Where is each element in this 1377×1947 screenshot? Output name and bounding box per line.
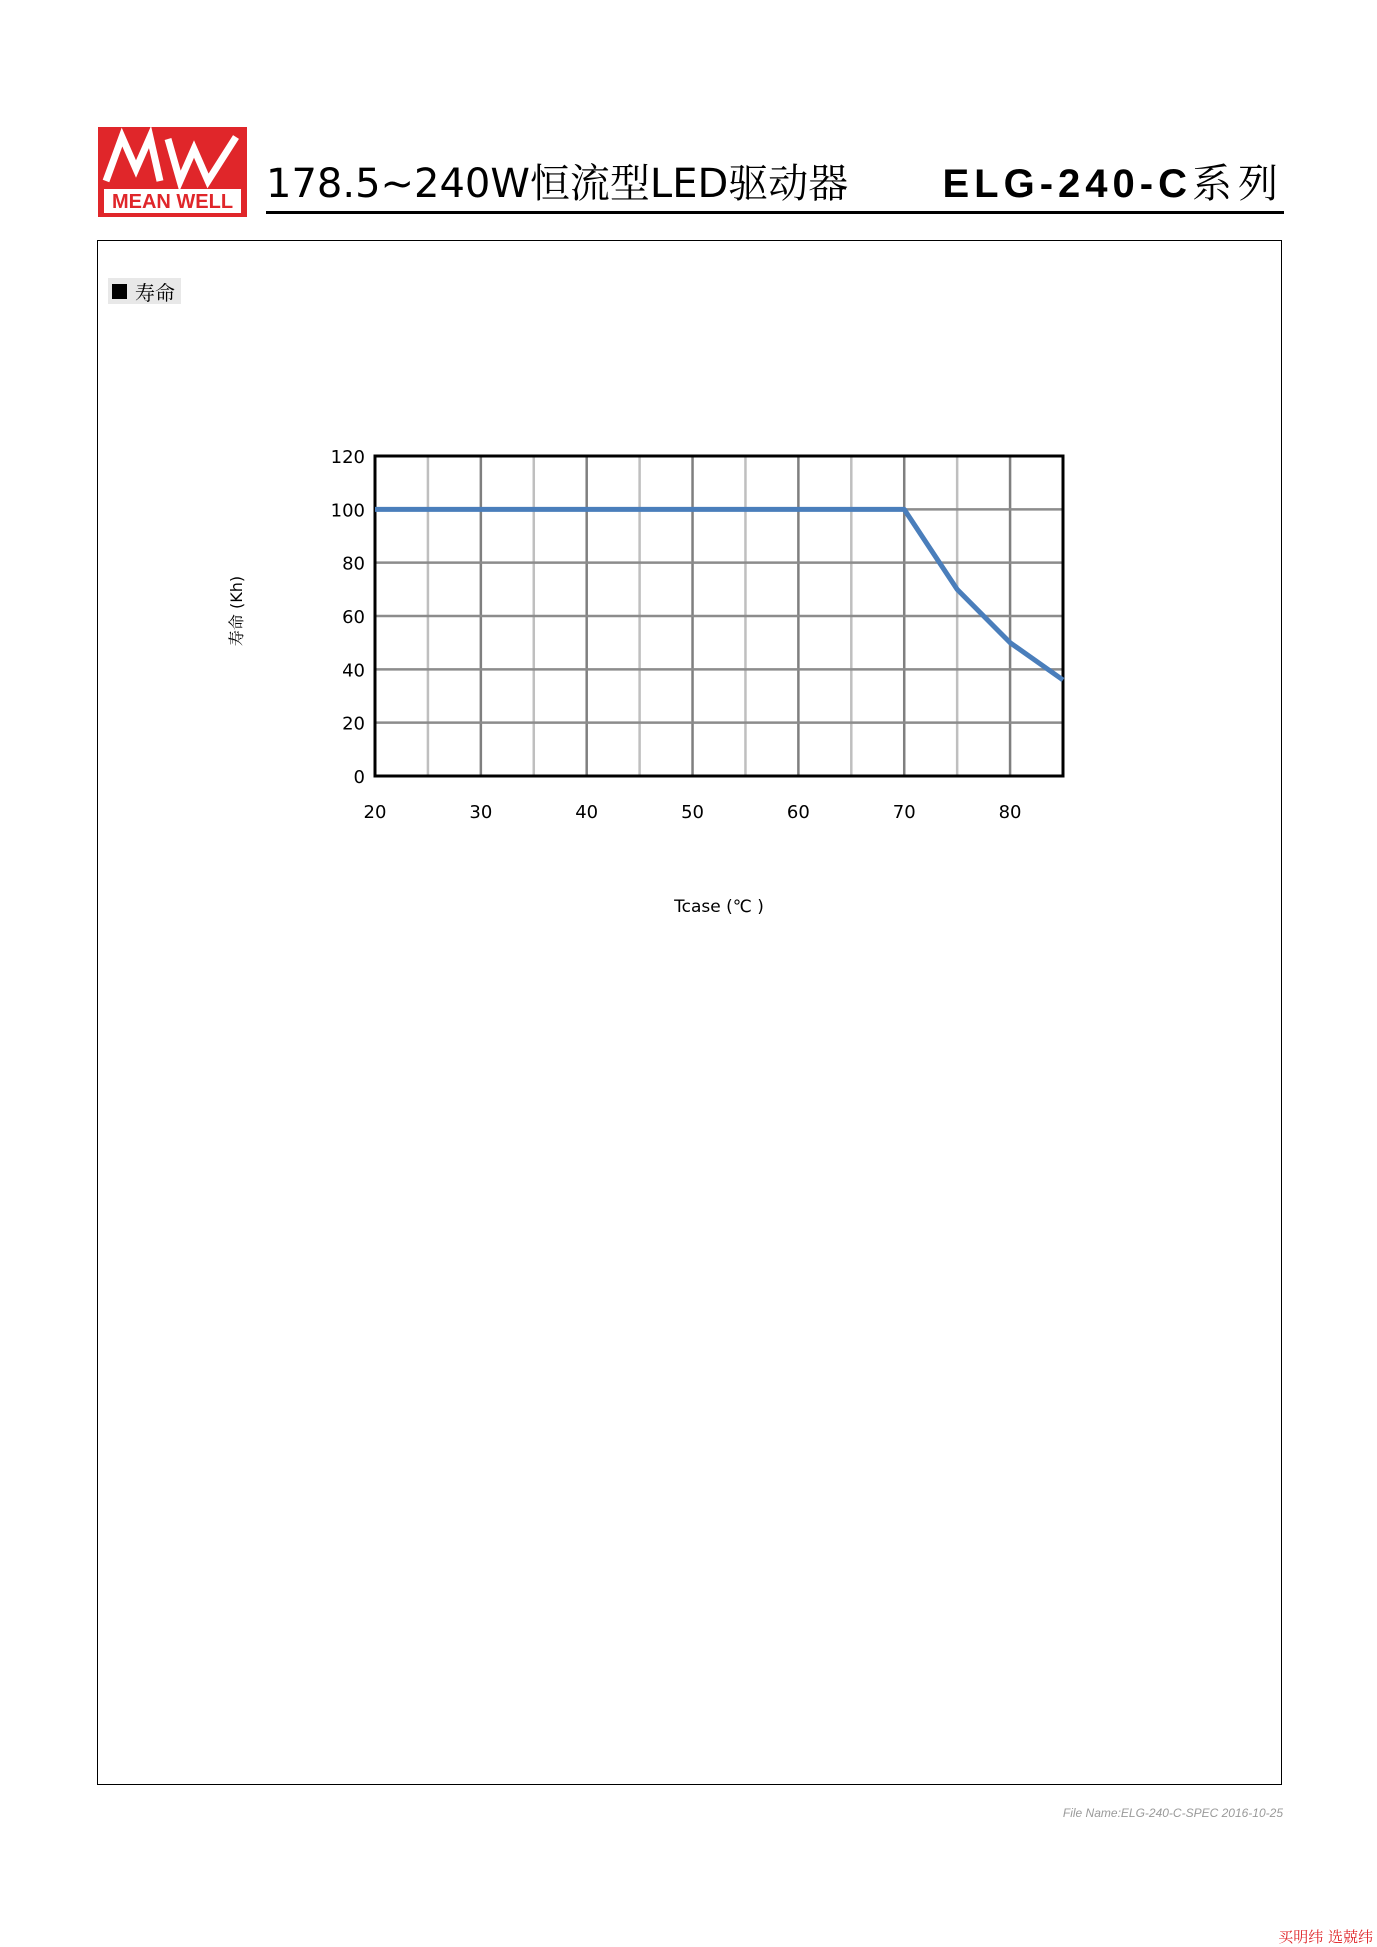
y-tick-label: 40 bbox=[342, 660, 365, 681]
y-tick-label: 120 bbox=[331, 447, 365, 468]
mean-well-logo bbox=[98, 127, 247, 217]
x-tick-label: 60 bbox=[787, 802, 810, 823]
header-divider bbox=[266, 211, 1284, 214]
x-axis-label: Tcase (℃ ) bbox=[673, 897, 764, 917]
logo-text: MEAN WELL bbox=[112, 191, 233, 213]
series-model: ELG-240-C bbox=[943, 162, 1193, 206]
series-line bbox=[375, 509, 1063, 680]
series-name bbox=[943, 160, 1285, 208]
section-heading-label: 寿命 bbox=[135, 277, 175, 306]
x-tick-label: 80 bbox=[999, 802, 1022, 823]
document-title: 178.5~240W恒流型LED驱动器 bbox=[266, 160, 848, 208]
x-tick-label: 70 bbox=[893, 802, 916, 823]
bullet-square-icon bbox=[112, 284, 127, 299]
watermark-text: 买明纬 选兢纬 bbox=[1278, 1926, 1373, 1947]
y-tick-label: 20 bbox=[342, 714, 365, 735]
footer-file-name: File Name:ELG-240-C-SPEC 2016-10-25 bbox=[1063, 1806, 1283, 1820]
y-tick-label: 60 bbox=[342, 607, 365, 628]
x-tick-label: 50 bbox=[681, 802, 704, 823]
section-heading bbox=[108, 278, 181, 304]
lifetime-chart bbox=[220, 430, 1080, 930]
y-tick-label: 0 bbox=[354, 767, 365, 788]
y-axis-label: 寿命 (Kh) bbox=[227, 576, 246, 646]
y-tick-label: 80 bbox=[342, 554, 365, 575]
x-tick-label: 40 bbox=[575, 802, 598, 823]
x-tick-label: 30 bbox=[469, 802, 492, 823]
series-suffix: 系列 bbox=[1192, 161, 1284, 207]
x-tick-label: 20 bbox=[364, 802, 387, 823]
y-tick-label: 100 bbox=[331, 500, 365, 521]
